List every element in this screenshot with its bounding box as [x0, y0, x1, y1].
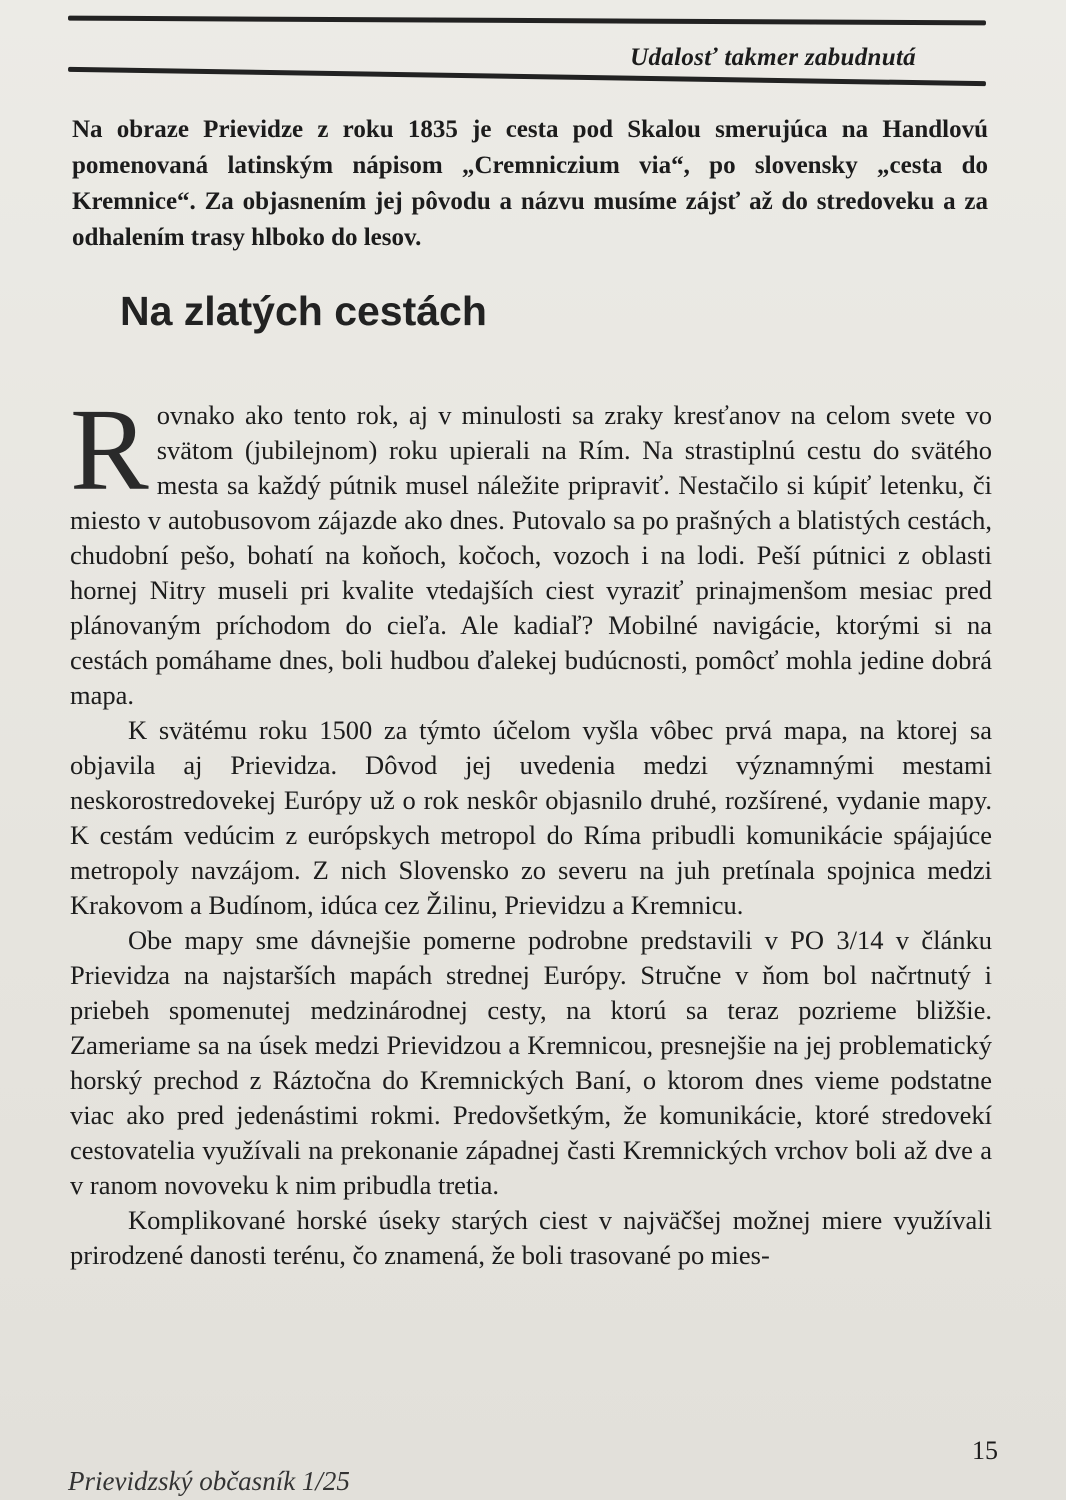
lead-paragraph: Na obraze Prievidze z roku 1835 je cesta pod Skalou smerujúca na Handlovú pomenovaná latinským nápisom „Cremniczium via“, po slovensky „cesta do Kremnice“. Za objasnením jej pôvodu a názvu musíme zájsť až do stredoveku a za odhalením trasy hlboko do lesov.	[72, 116, 988, 251]
body-paragraph-3: Obe mapy sme dávnejšie pomerne podrobne predstavili v PO 3/14 v článku Prievidza na najstarších mapách strednej Európy. Stručne v ňom bol načrtnutý i priebeh spomenutej medzinárodnej cesty, na ktorú sa teraz pozrieme bližšie. Zameriame sa na úsek medzi Prievidzou a Kremnicou, presnejšie na jej problematický horský prechod z Ráztočna do Kremnických Baní, o ktorom dnes vieme podstatne viac ako pred jedenástimi rokmi. Predovšetkým, že komunikácie, ktoré stredovekí cestovatelia využívali na prekonanie západnej časti Kremnických vrchov boli až dve a v ranom novoveku k nim pribudla tretia.	[70, 925, 992, 1200]
article-heading: Na zlatých cestách	[120, 288, 487, 334]
article-body	[70, 384, 992, 1273]
body-paragraph-1	[70, 384, 992, 713]
body-paragraph-4: Komplikované horské úseky starých ciest v najväčšej možnej miere využívali prirodzené danosti terénu, čo znamená, že boli trasované po mies-	[70, 1205, 992, 1270]
body-paragraph-1-text: ovnako ako tento rok, aj v minulosti sa zraky kresťanov na celom svete vo svätom (jubilejnom) roku upierali na Rím. Na strastiplnú cestu do svätého mesta sa každý pútnik musel náležite pripraviť. Nestačilo si kúpiť letenku, či miesto v autobusovom zájazde ako dnes. Putovalo sa po prašných a blatistých cestách, chudobní pešo, bohatí na koňoch, kočoch, vozoch i na lodi. Peší pútnici z oblasti hornej Nitry museli pri kvalite vtedajších ciest vyraziť prinajmenšom mesiac pred plánovaným príchodom do cieľa. Ale kadiaľ? Mobilné navigácie, ktorými si na cestách pomáhame dnes, boli hudbou ďalekej budúcnosti, pomôcť mohla jedine dobrá mapa.	[70, 400, 992, 710]
footer-publication: Prievidzský občasník 1/25	[68, 1466, 350, 1496]
page-number: 15	[972, 1436, 998, 1465]
header-rule-top	[68, 16, 986, 26]
body-paragraph-2: K svätému roku 1500 za týmto účelom vyšla vôbec prvá mapa, na ktorej sa objavila aj Prievidza. Dôvod jej uvedenia medzi významnými mestami neskorostredovekej Európy už o rok neskôr objasnilo druhé, rozšírené, vydanie mapy. K cestám vedúcim z európskych metropol do Ríma pribudli komunikácie spájajúce metropoly navzájom. Z nich Slovensko zo severu na juh pretínala spojnica medzi Krakovom a Budínom, idúca cez Žilinu, Prievidzu a Kremnicu.	[70, 715, 992, 920]
drop-cap: R	[70, 384, 149, 515]
running-head: Udalosť takmer zabudnutá	[630, 44, 916, 71]
